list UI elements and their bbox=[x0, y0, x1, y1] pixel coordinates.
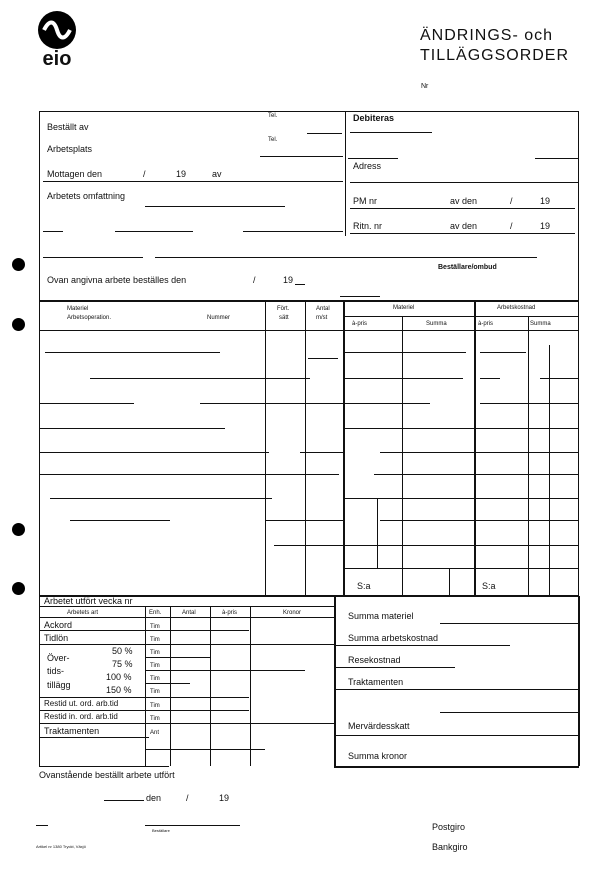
form-rule-line bbox=[402, 317, 403, 595]
form-rule-line bbox=[39, 474, 339, 475]
form-rule-line bbox=[343, 300, 345, 595]
form-rule-line bbox=[90, 378, 310, 379]
form-rule-line bbox=[295, 284, 305, 285]
ordered-slash: / bbox=[253, 275, 256, 285]
labor-unit-price-header: à-pris bbox=[478, 321, 494, 327]
form-rule-line bbox=[36, 825, 48, 826]
title-line1: ÄNDRINGS- och bbox=[420, 27, 554, 44]
binder-hole bbox=[12, 523, 25, 536]
form-rule-line bbox=[449, 568, 450, 595]
labor-sum-header: Summa bbox=[530, 321, 551, 327]
form-rule-line bbox=[345, 428, 578, 429]
pm-year: 19 bbox=[540, 196, 551, 206]
form-rule-line bbox=[345, 568, 578, 569]
form-rule-line bbox=[155, 257, 345, 258]
ordered-by-field[interactable] bbox=[100, 121, 264, 135]
pm-date-label: av den bbox=[450, 196, 478, 206]
ordered-by-label: Beställt av bbox=[47, 122, 89, 132]
labor-group-header: Arbetskostnad bbox=[497, 305, 536, 311]
form-rule-line bbox=[274, 545, 343, 546]
number-header: Nummer bbox=[207, 315, 231, 321]
form-rule-line bbox=[350, 182, 578, 183]
form-rule-line bbox=[39, 710, 249, 711]
operation-header: Arbetsoperation. bbox=[67, 315, 112, 321]
eio-logo bbox=[37, 10, 77, 72]
allowances-label: Traktamenten bbox=[348, 677, 404, 687]
form-rule-line bbox=[260, 156, 343, 157]
binder-hole bbox=[12, 318, 25, 331]
overtime-150: 150 % bbox=[106, 685, 132, 695]
ordered-year: 19 bbox=[283, 275, 294, 285]
form-rule-line bbox=[40, 428, 225, 429]
logo-text: eio bbox=[42, 48, 72, 70]
form-rule-line bbox=[243, 231, 343, 232]
allowance-unit: Ant bbox=[150, 730, 160, 736]
received-by-label: av bbox=[212, 169, 222, 179]
material-total-label: S:a bbox=[357, 581, 371, 591]
travel-outside-label: Restid ut. ord. arb.tid bbox=[44, 699, 119, 708]
form-rule-line bbox=[350, 233, 575, 234]
overtime-label-1: Över- bbox=[47, 653, 70, 663]
tel-label-2: Tel. bbox=[268, 137, 278, 143]
form-rule-line bbox=[335, 735, 578, 736]
postgiro-label: Postgiro bbox=[432, 822, 466, 832]
form-rule-line bbox=[345, 316, 579, 317]
form-rule-line bbox=[440, 712, 578, 713]
form-rule-line bbox=[305, 300, 306, 595]
completed-slash: / bbox=[186, 793, 189, 803]
hourly-price-header: à-pris bbox=[222, 610, 238, 616]
form-rule-line bbox=[39, 723, 334, 724]
overtime-150-unit: Tim bbox=[150, 689, 160, 695]
method-header-1: Fört. bbox=[277, 306, 290, 312]
form-rule-line bbox=[345, 378, 463, 379]
material-header: Materiel bbox=[67, 306, 89, 312]
overtime-label-3: tillägg bbox=[47, 680, 71, 690]
piecework-unit: Tim bbox=[150, 624, 160, 630]
form-rule-line bbox=[335, 645, 510, 646]
work-type-header: Arbetets art bbox=[67, 610, 99, 616]
travel-cost-label: Resekostnad bbox=[348, 655, 401, 665]
received-label: Mottagen den bbox=[47, 169, 103, 179]
binder-hole bbox=[12, 582, 25, 595]
address-label: Adress bbox=[353, 161, 382, 171]
form-rule-line bbox=[350, 208, 575, 209]
form-rule-line bbox=[334, 596, 336, 766]
form-rule-line bbox=[145, 657, 210, 658]
form-rule-line bbox=[535, 158, 578, 159]
form-rule-line bbox=[43, 231, 63, 232]
form-rule-line bbox=[39, 606, 334, 607]
overtime-50: 50 % bbox=[112, 646, 133, 656]
charge-label: Debiteras bbox=[353, 113, 395, 123]
form-rule-line bbox=[200, 403, 430, 404]
form-article-number: Artikel nr 1380 Tryckt, Växjö bbox=[36, 844, 86, 849]
received-slash: / bbox=[143, 169, 146, 179]
form-rule-line bbox=[345, 498, 578, 499]
labor-total-label: S:a bbox=[482, 581, 496, 591]
form-rule-line bbox=[39, 111, 40, 766]
time-wage-unit: Tim bbox=[150, 637, 160, 643]
pm-slash: / bbox=[510, 196, 513, 206]
material-group-header: Materiel bbox=[393, 305, 415, 311]
form-rule-line bbox=[145, 749, 265, 750]
form-rule-line bbox=[345, 352, 403, 353]
quantity-header-1: Antal bbox=[316, 306, 330, 312]
form-rule-line bbox=[70, 520, 170, 521]
completed-year: 19 bbox=[219, 793, 230, 803]
form-rule-line bbox=[39, 697, 249, 698]
binder-hole bbox=[12, 258, 25, 271]
form-rule-line bbox=[348, 158, 398, 159]
form-rule-line bbox=[145, 683, 190, 684]
sum-labor-label: Summa arbetskostnad bbox=[348, 633, 439, 643]
overtime-label-2: tids- bbox=[47, 666, 65, 676]
form-rule-line bbox=[39, 644, 334, 645]
form-rule-line bbox=[440, 623, 578, 624]
form-rule-line bbox=[39, 630, 249, 631]
ordered-date-label: Ovan angivna arbete beställes den bbox=[47, 275, 187, 285]
client-signature-label: Beställare/ombud bbox=[438, 264, 497, 271]
form-rule-line bbox=[39, 452, 269, 453]
received-year: 19 bbox=[176, 169, 187, 179]
allowance-label: Traktamenten bbox=[44, 726, 100, 736]
vat-label: Mervärdesskatt bbox=[348, 721, 410, 731]
week-label: Arbetet utfört vecka nr bbox=[44, 596, 133, 606]
form-rule-line bbox=[45, 352, 220, 353]
completed-label: Ovanstående beställt arbete utfört bbox=[39, 770, 175, 780]
form-rule-line bbox=[578, 596, 580, 766]
form-rule-line bbox=[300, 452, 343, 453]
travel-outside-unit: Tim bbox=[150, 703, 160, 709]
form-rule-line bbox=[265, 300, 266, 595]
hours-quantity-header: Antal bbox=[182, 610, 196, 616]
amount-header: Kronor bbox=[283, 610, 302, 616]
form-rule-line bbox=[39, 617, 334, 618]
workplace-label: Arbetsplats bbox=[47, 144, 93, 154]
pm-number-label: PM nr bbox=[353, 196, 378, 206]
form-rule-line bbox=[39, 300, 579, 302]
form-rule-line bbox=[43, 181, 343, 182]
form-rule-line bbox=[474, 300, 476, 595]
form-rule-line bbox=[50, 498, 272, 499]
form-rule-line bbox=[402, 352, 466, 353]
form-rule-line bbox=[350, 132, 432, 133]
form-rule-line bbox=[145, 670, 305, 671]
bankgiro-label: Bankgiro bbox=[432, 842, 468, 852]
title-line2: TILLÄGGSORDER bbox=[420, 47, 570, 64]
form-rule-line bbox=[39, 403, 134, 404]
unit-header: Enh. bbox=[149, 610, 162, 616]
form-rule-line bbox=[345, 545, 578, 546]
material-sum-header: Summa bbox=[426, 321, 447, 327]
form-rule-line bbox=[345, 257, 537, 258]
workplace-field[interactable] bbox=[100, 143, 344, 157]
tel-label: Tel. bbox=[268, 113, 278, 119]
form-rule-line bbox=[480, 378, 500, 379]
form-rule-line bbox=[374, 474, 578, 475]
completed-date-label: den bbox=[146, 793, 162, 803]
form-rule-line bbox=[334, 766, 579, 768]
form-rule-line bbox=[540, 378, 579, 379]
overtime-75-unit: Tim bbox=[150, 663, 160, 669]
overtime-50-unit: Tim bbox=[150, 650, 160, 656]
form-rule-line bbox=[43, 257, 143, 258]
material-unit-price-header: à-pris bbox=[352, 321, 368, 327]
form-rule-line bbox=[39, 330, 579, 331]
form-rule-line bbox=[39, 111, 579, 112]
time-wage-label: Tidlön bbox=[44, 633, 69, 643]
form-rule-line bbox=[377, 498, 378, 568]
form-rule-line bbox=[480, 352, 526, 353]
overtime-75: 75 % bbox=[112, 659, 133, 669]
form-rule-line bbox=[578, 111, 579, 596]
quantity-header-2: m/st bbox=[316, 315, 328, 321]
form-rule-line bbox=[335, 689, 578, 690]
wave-icon bbox=[37, 10, 77, 50]
sum-materials-label: Summa materiel bbox=[348, 611, 414, 621]
form-rule-line bbox=[345, 111, 346, 236]
client-signature-small: Beställare bbox=[152, 828, 170, 833]
form-rule-line bbox=[340, 296, 380, 297]
form-rule-line bbox=[115, 231, 193, 232]
order-number-label: Nr bbox=[421, 83, 429, 90]
total-sum-label: Summa kronor bbox=[348, 751, 408, 761]
form-rule-line bbox=[145, 206, 285, 207]
form-rule-line bbox=[104, 800, 144, 801]
form-rule-line bbox=[265, 520, 343, 521]
form-rule-line bbox=[528, 317, 529, 595]
form-rule-line bbox=[549, 345, 550, 595]
form-rule-line bbox=[335, 667, 455, 668]
drawing-slash: / bbox=[510, 221, 513, 231]
form-rule-line bbox=[145, 825, 240, 826]
travel-inside-label: Restid in. ord. arb.tid bbox=[44, 712, 118, 721]
form-rule-line bbox=[39, 766, 169, 767]
overtime-100-unit: Tim bbox=[150, 676, 160, 682]
piecework-label: Ackord bbox=[44, 620, 73, 630]
form-rule-line bbox=[308, 358, 338, 359]
overtime-100: 100 % bbox=[106, 672, 132, 682]
form-rule-line bbox=[307, 133, 342, 134]
drawing-number-label: Ritn. nr bbox=[353, 221, 383, 231]
form-rule-line bbox=[250, 606, 251, 766]
scope-label: Arbetets omfattning bbox=[47, 191, 126, 201]
form-rule-line bbox=[480, 403, 578, 404]
drawing-year: 19 bbox=[540, 221, 551, 231]
travel-inside-unit: Tim bbox=[150, 716, 160, 722]
method-header-2: sätt bbox=[279, 315, 289, 321]
drawing-date-label: av den bbox=[450, 221, 478, 231]
form-rule-line bbox=[39, 737, 149, 738]
